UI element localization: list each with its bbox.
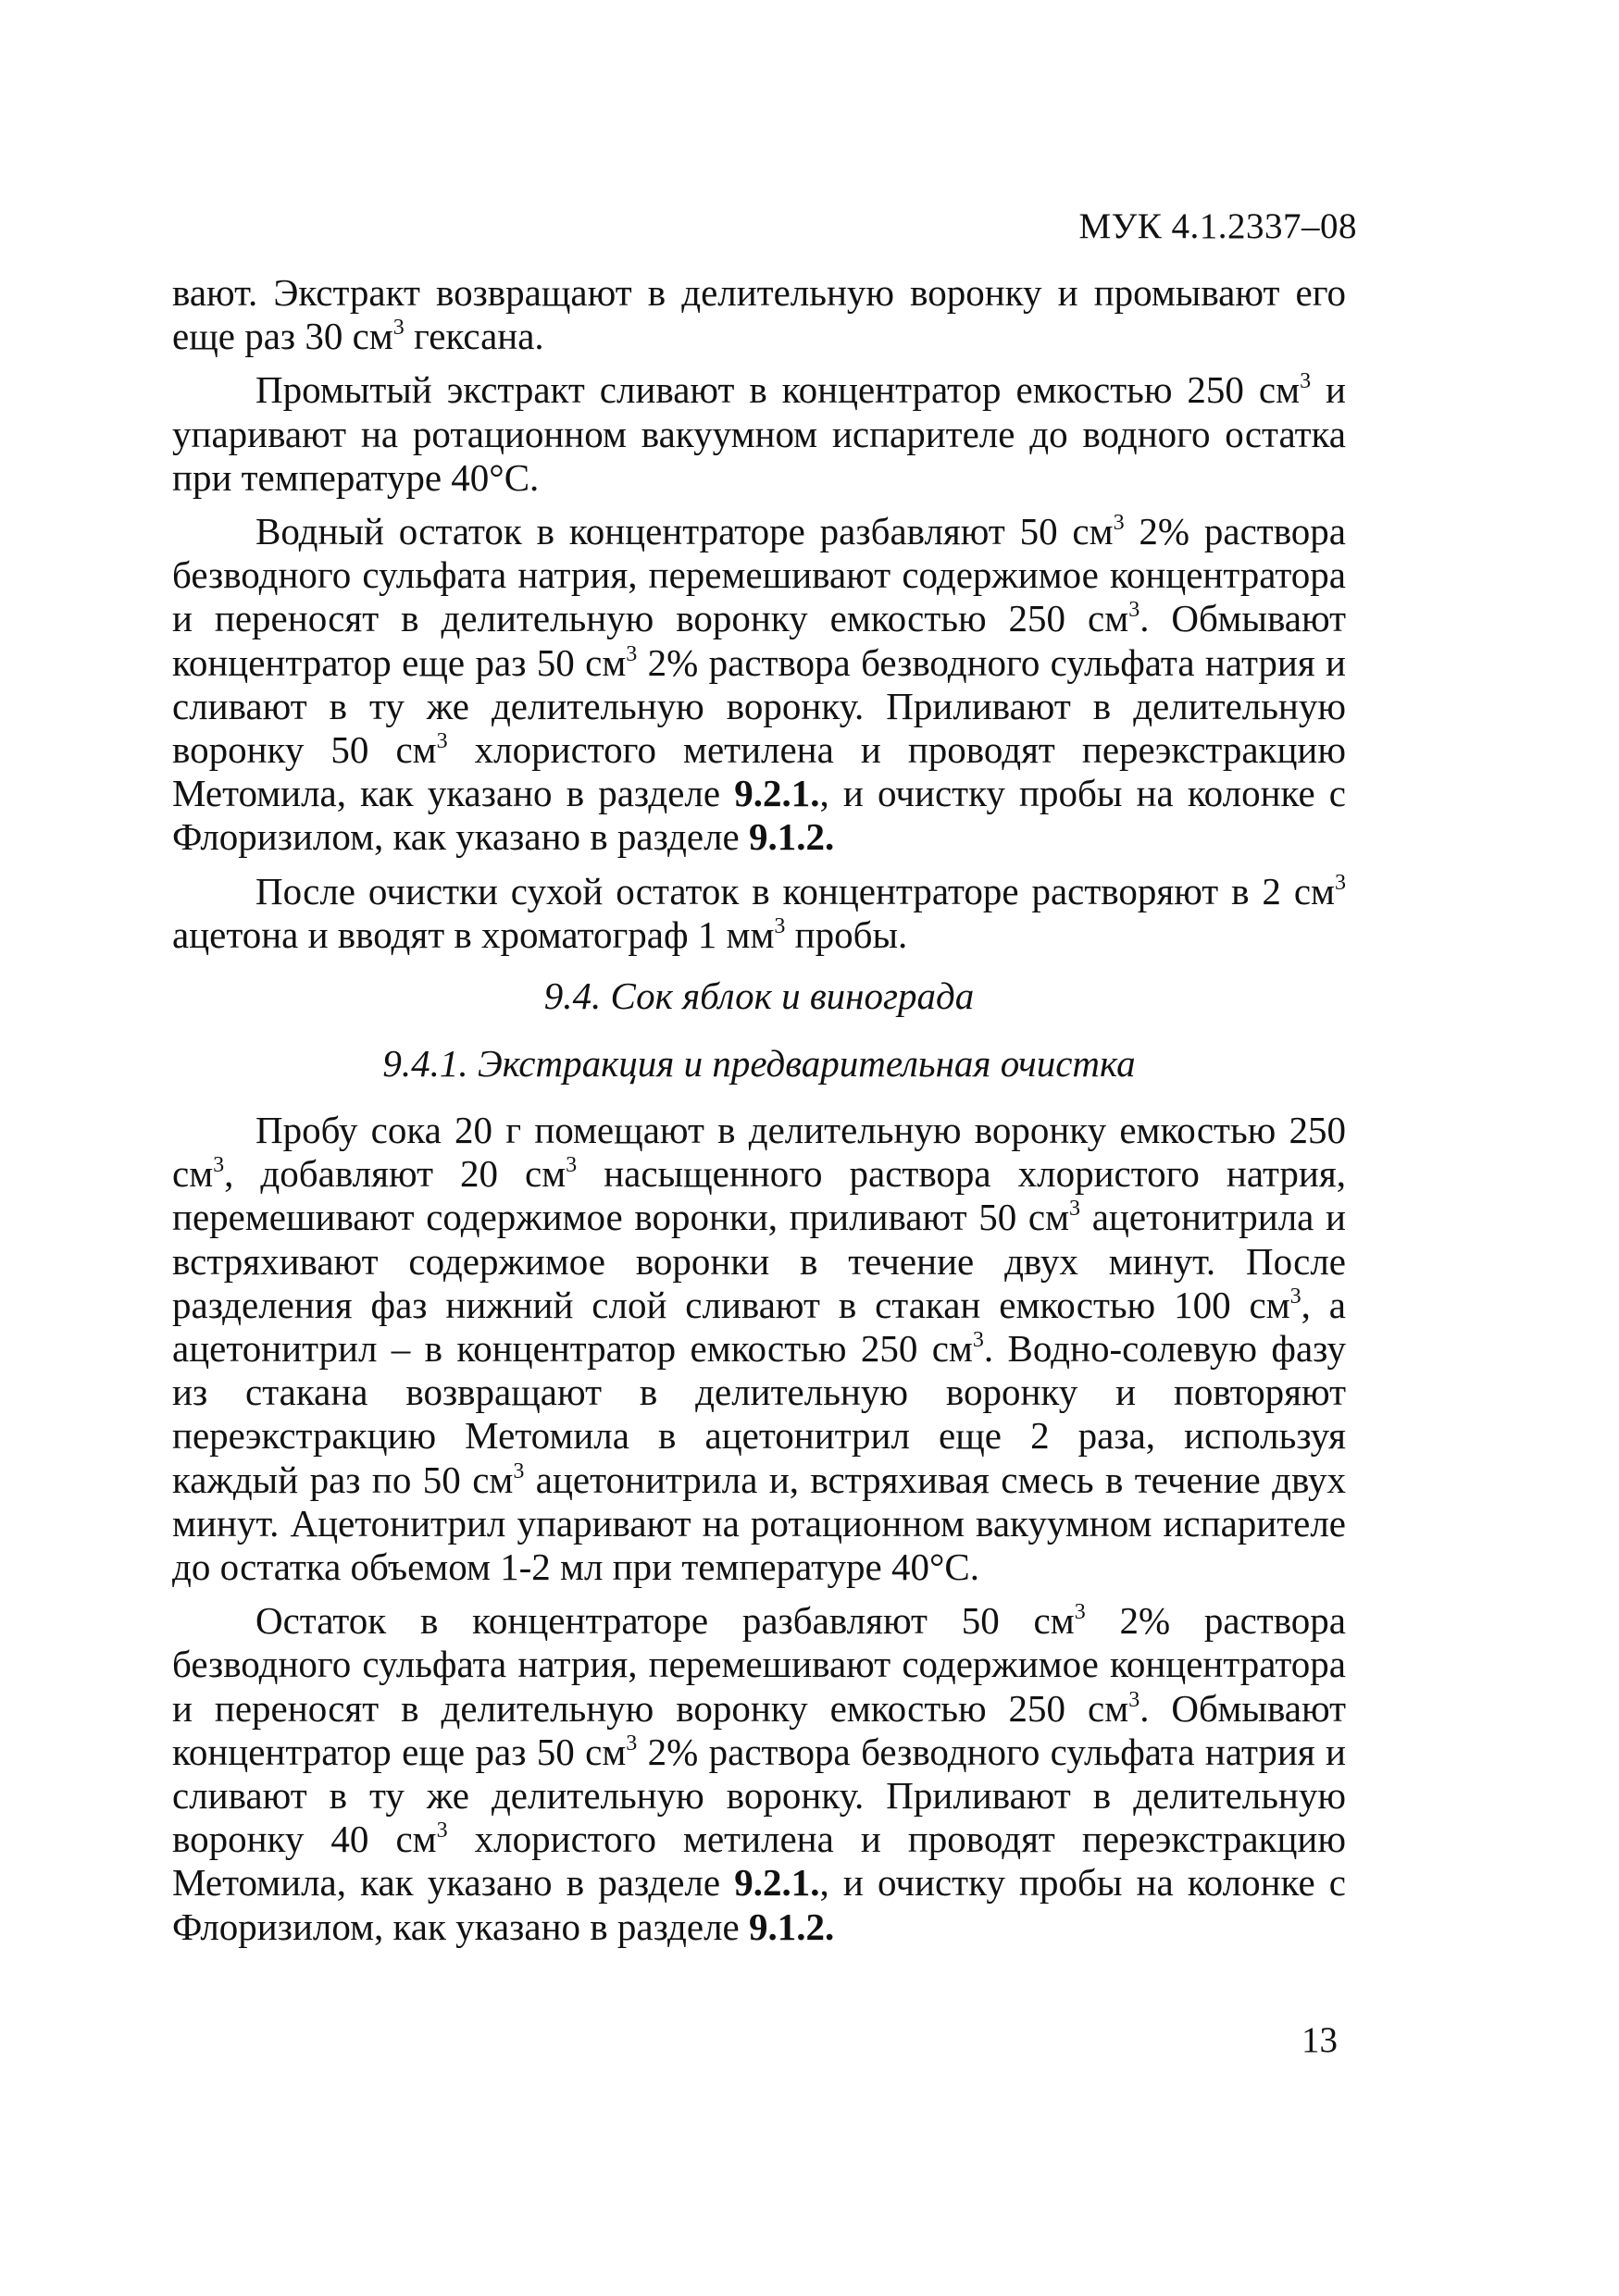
page-number: 13 bbox=[1301, 2020, 1338, 2060]
paragraph: Пробу сока 20 г помещают в делительную воронку емкостью 250 $см^3$, добавляют 20 $см^3$ насыщенного раствора хлористого натрия, перемешивают содержимое воронки, приливают 50 $см^3$ ацетонитрила и встряхивают содержимое воронки в течение двух минут. После разделения фаз нижний слой сливают в стакан емкостью 100 $см^3$, а ацетонитрил – в концентратор емкостью 250 $см^3$. Водно-солевую фазу из стакана возвращают в делительную воронку и повторяют переэкстракцию Метомила в ацетонитрил еще 2 раза, используя каждый раз по 50 $см^3$ ацетонитрила и, встряхивая смесь в течение двух минут. Ацетонитрил упаривают на ротационном вакуумном испарителе до остатка объемом 1-2 мл при температуре 40°С. bbox=[172, 1109, 1347, 1589]
section-reference: 9.1.2. bbox=[749, 1905, 835, 1948]
section-reference: 9.2.1. bbox=[734, 772, 820, 815]
section-subtitle: 9.4.1. Экстракция и предварительная очистка bbox=[382, 1042, 1136, 1085]
section-reference: 9.1.2. bbox=[749, 815, 835, 859]
paragraph: Водный остаток в концентраторе разбавляют 50 $см^3$ 2% раствора безводного сульфата натрия, перемешивают содержимое концентратора и переносят в делительную воронку емкостью 250 $см^3$. Обмывают концентратор еще раз 50 $см^3$ 2% раствора безводного сульфата натрия и сливают в ту же делительную воронку. Приливают в делительную воронку 50 $см^3$ хлористого метилена и проводят переэкстракцию Метомила, как указано в разделе 9.2.1., и очистку пробы на колонке с Флоризилом, как указано в разделе 9.1.2. bbox=[172, 510, 1346, 859]
document-code: МУК 4.1.2337–08 bbox=[1078, 206, 1357, 246]
section-reference: 9.2.1. bbox=[734, 1861, 820, 1905]
paragraph: Промытый экстракт сливают в концентратор емкостью 250 $см^3$ и упаривают на ротационном вакуумном испарителе до водного остатка при температуре 40°С. bbox=[172, 368, 1346, 499]
text-block-top bbox=[172, 271, 1346, 967]
text-block-bottom bbox=[172, 1109, 1346, 1959]
paragraph: После очистки сухой остаток в концентраторе растворяют в 2 $см^3$ ацетона и вводят в хроматограф 1 $мм^3$ пробы. bbox=[172, 869, 1346, 956]
paragraph: вают. Экстракт возвращают в делительную воронку и промывают его еще раз 30 $см^3$ гексана. bbox=[172, 271, 1346, 358]
paragraph: Остаток в концентраторе разбавляют 50 $см^3$ 2% раствора безводного сульфата натрия, перемешивают содержимое концентратора и переносят в делительную воронку емкостью 250 $см^3$. Обмывают концентратор еще раз 50 $см^3$ 2% раствора безводного сульфата натрия и сливают в ту же делительную воронку. Приливают в делительную воронку 40 $см^3$ хлористого метилена и проводят переэкстракцию Метомила, как указано в разделе 9.2.1., и очистку пробы на колонке с Флоризилом, как указано в разделе 9.1.2. bbox=[172, 1599, 1347, 1948]
section-title: 9.4. Сок яблок и винограда bbox=[543, 974, 975, 1017]
